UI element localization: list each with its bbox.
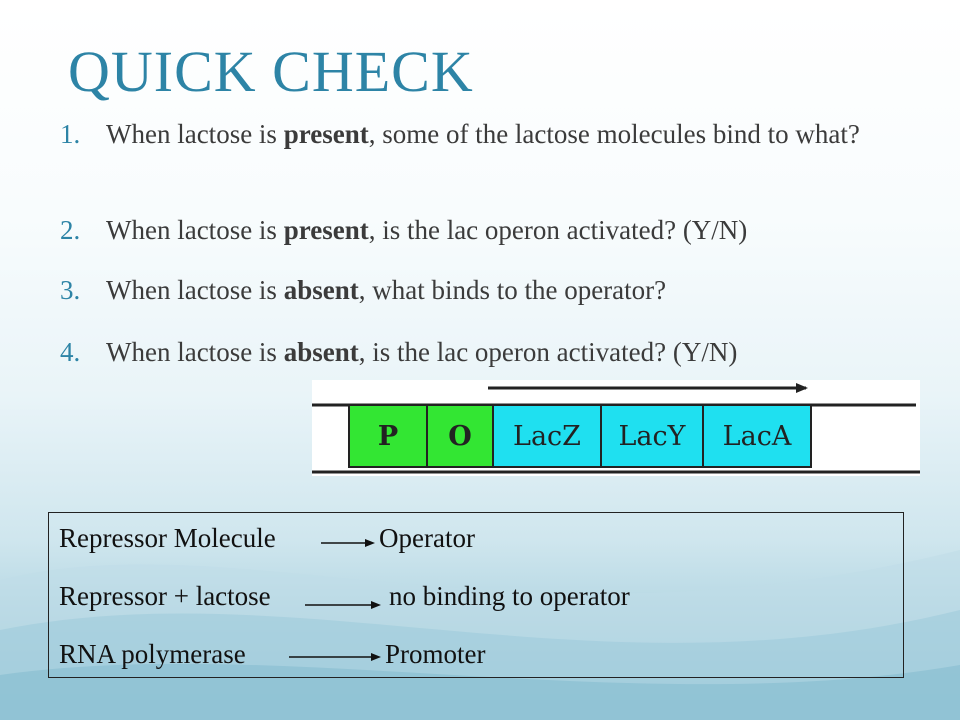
relations-box bbox=[48, 512, 904, 678]
relation-left: RNA polymerase bbox=[59, 639, 246, 669]
relation-right: Operator bbox=[379, 523, 475, 553]
slide-title: QUICK CHECK bbox=[68, 39, 474, 104]
question-2 bbox=[60, 214, 747, 247]
relation-right: no binding to operator bbox=[389, 581, 630, 611]
question-4 bbox=[60, 336, 737, 369]
lacy-gene: LacY bbox=[600, 404, 704, 468]
lacz-gene: LacZ bbox=[492, 404, 602, 468]
operator-segment: O bbox=[426, 404, 494, 468]
relation-left: Repressor Molecule bbox=[59, 523, 276, 553]
promoter-segment: P bbox=[348, 404, 428, 468]
arrow-icon bbox=[289, 651, 383, 663]
question-3 bbox=[60, 274, 666, 307]
question-number: 3. bbox=[60, 275, 81, 305]
laca-gene: LacA bbox=[702, 404, 812, 468]
question-text: When lactose is present, some of the lactose molecules bind to what? bbox=[106, 119, 860, 149]
relation-left: Repressor + lactose bbox=[59, 581, 271, 611]
question-number: 4. bbox=[60, 337, 81, 367]
question-number: 1. bbox=[60, 119, 81, 149]
question-text: When lactose is absent, what binds to the operator? bbox=[106, 275, 667, 305]
arrow-icon bbox=[321, 537, 377, 549]
relation-right: Promoter bbox=[385, 639, 486, 669]
operon-segments bbox=[348, 404, 810, 472]
arrow-icon bbox=[305, 599, 383, 611]
question-text: When lactose is absent, is the lac operon activated? (Y/N) bbox=[106, 337, 738, 367]
question-number: 2. bbox=[60, 215, 81, 245]
question-text: When lactose is present, is the lac operon activated? (Y/N) bbox=[106, 215, 748, 245]
lac-operon-diagram bbox=[312, 380, 920, 476]
question-1 bbox=[60, 118, 860, 151]
